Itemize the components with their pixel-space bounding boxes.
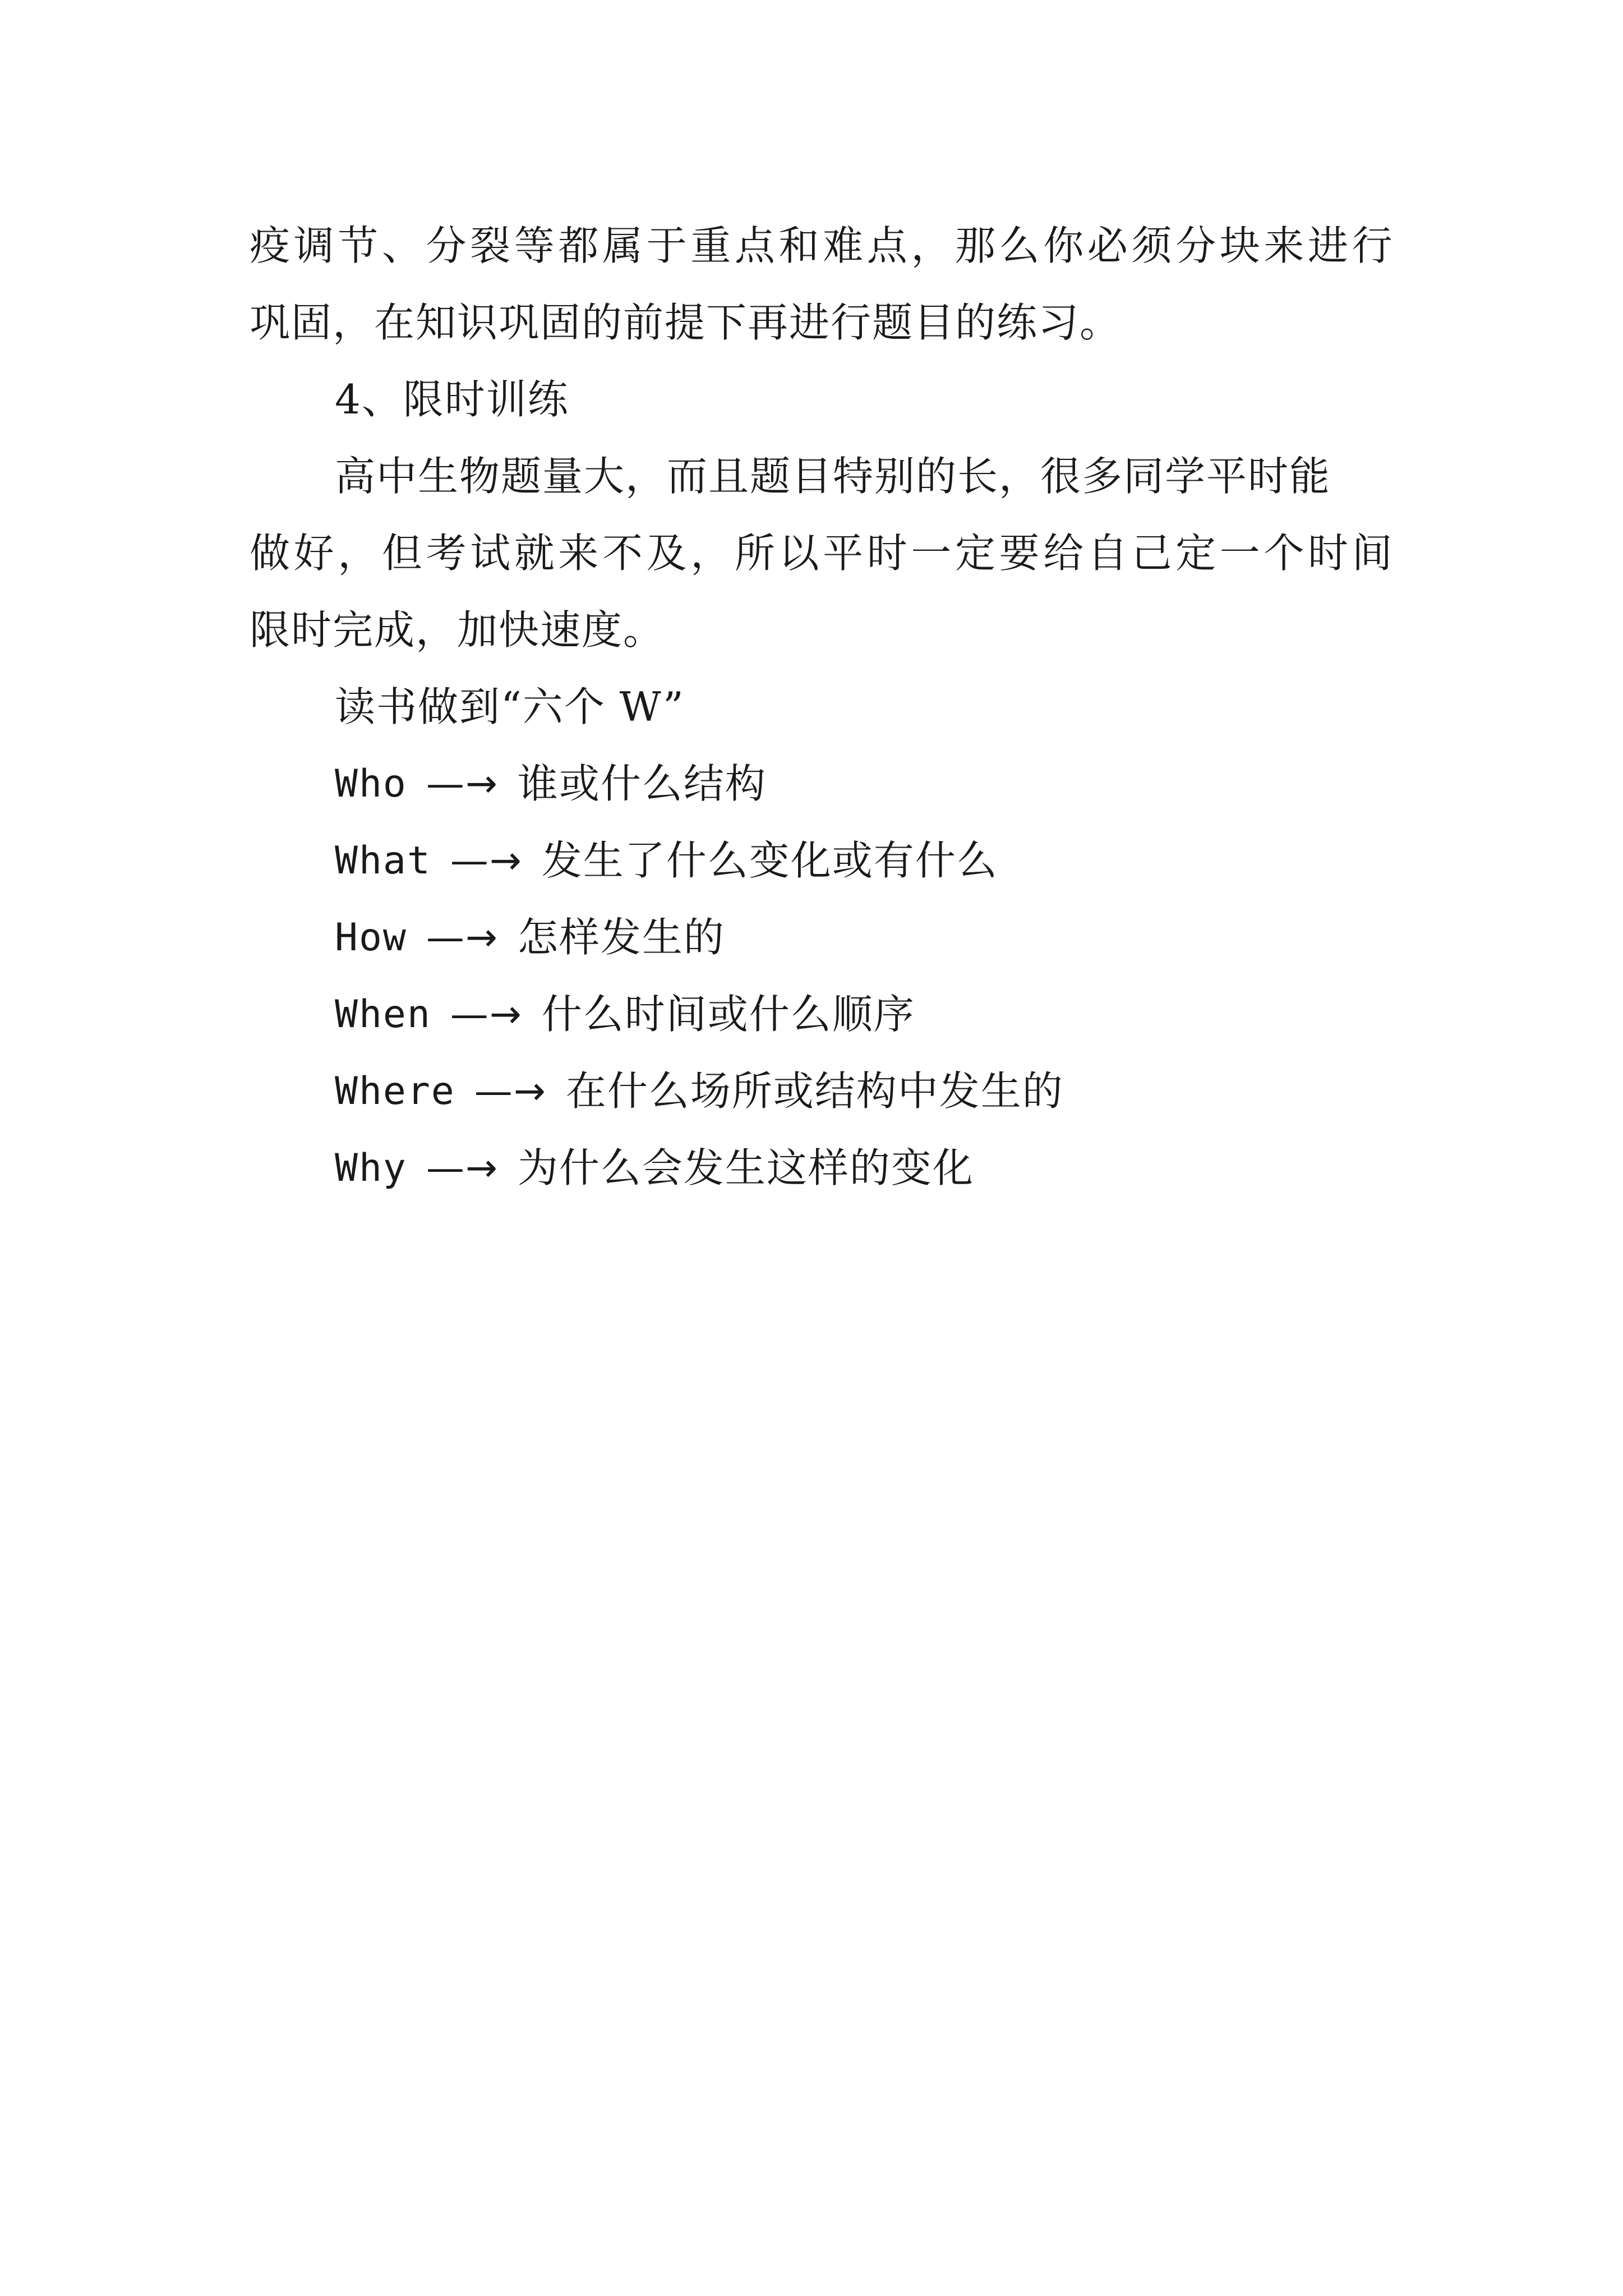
- w-meaning: 谁或什么结构: [517, 760, 767, 807]
- paragraph-line: 巩固，在知识巩固的前提下再进行题目的练习。: [250, 299, 1122, 346]
- section-heading: 4、限时训练: [335, 376, 569, 423]
- paragraph-line: 限时完成，加快速度。: [250, 606, 665, 654]
- paragraph-line: 做 好 ， 但 考 试 就 来 不 及 ， 所 以 平 时 一 定 要 给 自 己 定 一 个 时 间: [250, 530, 1394, 577]
- w-meaning: 在什么场所或结构中发生的: [565, 1068, 1064, 1115]
- six-w-intro: 读书做到“六个 W”: [335, 683, 685, 730]
- arrow-icon: —→: [426, 762, 499, 806]
- w-meaning: 怎样发生的: [517, 914, 725, 961]
- w-meaning: 为什么会发生这样的变化: [517, 1144, 974, 1191]
- w-meaning: 什么时间或什么顺序: [541, 991, 915, 1038]
- arrow-icon: —→: [450, 839, 523, 883]
- paragraph-line: 高中生物题量大，而且题目特别的长，很多同学平时能: [335, 453, 1331, 500]
- arrow-icon: —→: [450, 992, 523, 1037]
- six-w-item: [250, 899, 1394, 976]
- arrow-icon: —→: [426, 915, 499, 960]
- w-word: When: [335, 992, 431, 1037]
- arrow-icon: —→: [426, 1146, 499, 1190]
- w-word: Who: [335, 762, 407, 806]
- six-w-item: [250, 1130, 1394, 1207]
- six-w-list: [250, 746, 1394, 1207]
- document-body: [250, 208, 1394, 1207]
- w-meaning: 发生了什么变化或有什么: [541, 837, 998, 884]
- w-word: What: [335, 839, 431, 883]
- w-word: Where: [335, 1069, 455, 1114]
- six-w-item: [250, 976, 1394, 1053]
- six-w-item: [250, 1053, 1394, 1130]
- six-w-item: [250, 746, 1394, 822]
- arrow-icon: —→: [474, 1069, 547, 1114]
- paragraph-line: 疫 调 节 、 分 裂 等 都 属 于 重 点 和 难 点 ， 那 么 你 必 须 分 块 来 进 行: [250, 222, 1394, 269]
- w-word: How: [335, 915, 407, 960]
- six-w-item: [250, 822, 1394, 899]
- w-word: Why: [335, 1146, 407, 1190]
